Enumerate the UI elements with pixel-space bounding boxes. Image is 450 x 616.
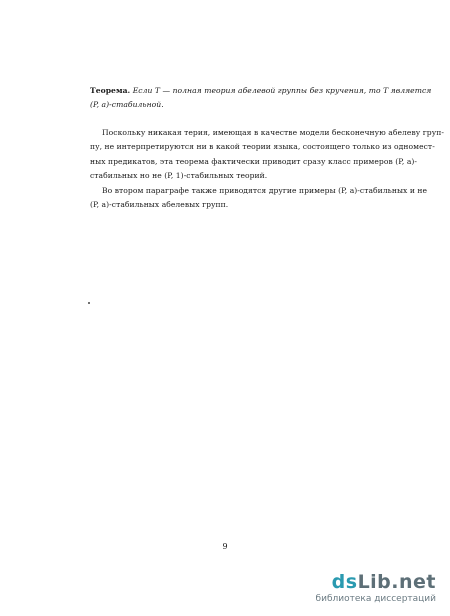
page-number: 9 bbox=[222, 542, 228, 551]
watermark bbox=[276, 572, 436, 608]
watermark-logo-part2: Lib.net bbox=[357, 571, 436, 593]
paragraph-line: пу, не интерпретируются ни в какой теории языка, состоящего только из одномест- bbox=[90, 142, 435, 152]
theorem-paragraph bbox=[90, 84, 432, 113]
theorem-label: Теорема. bbox=[90, 86, 131, 95]
paragraph-line: стабильных но не (P, 1)-стабильных теорий. bbox=[90, 170, 268, 180]
body-paragraph-1 bbox=[90, 126, 444, 183]
body-paragraph-2 bbox=[90, 184, 428, 213]
paragraph-line: Во втором параграфе также приводятся другие примеры (P, a)-стабильных и не bbox=[102, 186, 428, 195]
paragraph-line: ных предикатов, эта теорема фактически приводит сразу класс примеров (P, a)- bbox=[90, 156, 418, 166]
theorem-line-1 bbox=[90, 84, 432, 98]
watermark-subtitle: библиотека диссертаций bbox=[315, 594, 436, 604]
theorem-statement: Если T — полная теория абелевой группы без кручения, то T является bbox=[132, 86, 432, 95]
paragraph-line: Поскольку никакая терия, имеющая в качестве модели бесконечную абелеву груп- bbox=[102, 128, 444, 137]
watermark-logo bbox=[332, 572, 436, 592]
paragraph-line: (P, a)-стабильных абелевых групп. bbox=[90, 200, 229, 210]
watermark-logo-part1: ds bbox=[331, 571, 358, 593]
theorem-line-2: (P, a)-стабильной. bbox=[90, 100, 164, 110]
scan-speck bbox=[88, 302, 90, 304]
